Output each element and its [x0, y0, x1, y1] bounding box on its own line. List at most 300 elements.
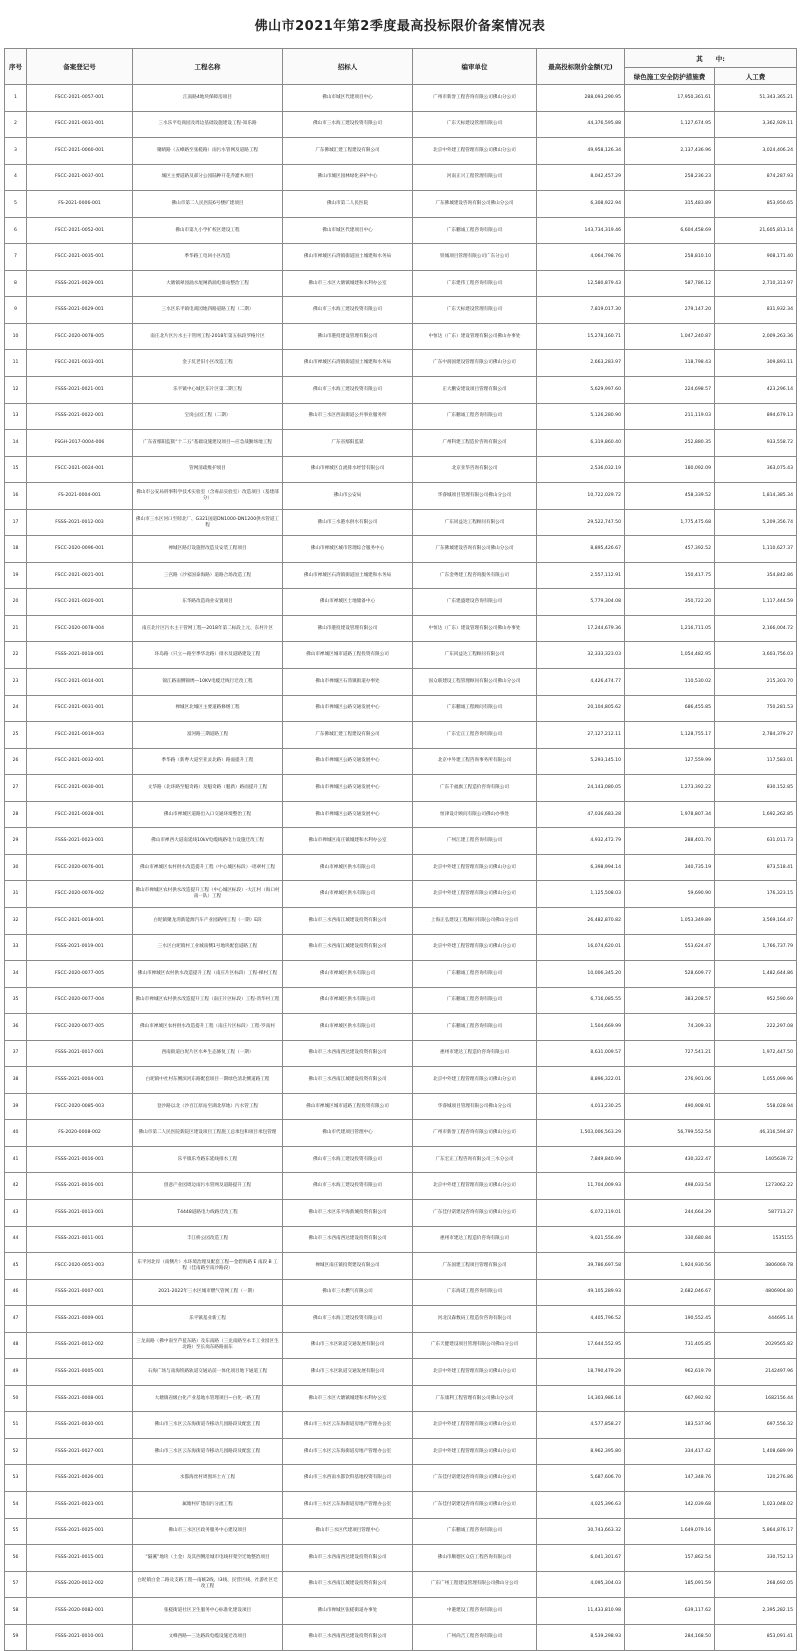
- cell-review-unit: 佛山市顺德区众信工程咨询有限公司: [413, 1545, 537, 1572]
- cell-labor-fee: 3,603,756.03: [715, 642, 797, 669]
- cell-project-name: 白坭镇白金二路及支路工程—南峡2线、I3线、民营区线、社游社区迁改工程: [133, 1571, 283, 1598]
- cell-index: 59: [5, 1624, 27, 1651]
- cell-registration-no: FSSS-2021-0023-001: [27, 1491, 133, 1518]
- cell-index: 58: [5, 1598, 27, 1625]
- cell-labor-fee: 1,055,099.96: [715, 1067, 797, 1094]
- cell-max-price: 16,074,620.01: [537, 934, 625, 961]
- cell-tenderer: 佛山市三水海工建设投资有限公司: [283, 1306, 413, 1333]
- cell-labor-fee: 1,814,385.34: [715, 483, 797, 510]
- cell-max-price: 14,303,986.14: [537, 1385, 625, 1412]
- cell-labor-fee: 330,752.13: [715, 1545, 797, 1572]
- cell-registration-no: FSCC-2021-0028-001: [27, 801, 133, 828]
- cell-review-unit: 北京中外建工程管理有限公司佛山分公司: [413, 1359, 537, 1386]
- cell-max-price: 20,104,805.62: [537, 695, 625, 722]
- cell-tenderer: 佛山市禅城区公路交通发展中心: [283, 695, 413, 722]
- cell-max-price: 7,849,840.99: [537, 1146, 625, 1173]
- table-row: [5, 1412, 797, 1439]
- cell-tenderer: 佛山市禅城区石湾镇街道办事处: [283, 669, 413, 696]
- cell-max-price: 288,093,290.95: [537, 85, 625, 112]
- cell-index: 43: [5, 1199, 27, 1226]
- cell-tenderer: 佛山市公安局: [283, 483, 413, 510]
- cell-max-price: 12,580,879.43: [537, 270, 625, 297]
- cell-max-price: 27,127,212.11: [537, 722, 625, 749]
- table-row: [5, 1545, 797, 1572]
- cell-tenderer: 佛山市禅城区土地储备中心: [283, 589, 413, 616]
- table-row: [5, 801, 797, 828]
- table-row: [5, 642, 797, 669]
- header-tenderer: 招标人: [283, 49, 413, 85]
- cell-labor-fee: 1,117,444.59: [715, 589, 797, 616]
- cell-registration-no: FSCC-2020-0077-005: [27, 1014, 133, 1041]
- cell-project-name: 三龙南路（佛中南至芦苞东路）及东南路（三龙南路至永丰工业园区生北路）至长岗东路路面东: [133, 1332, 283, 1359]
- cell-index: 20: [5, 589, 27, 616]
- cell-index: 55: [5, 1518, 27, 1545]
- cell-tenderer: 佛山市港投建设管理有限公司: [283, 323, 413, 350]
- cell-index: 57: [5, 1571, 27, 1598]
- cell-safety-fee: 430,322.47: [625, 1146, 715, 1173]
- table-row: [5, 695, 797, 722]
- table-row: [5, 217, 797, 244]
- cell-labor-fee: 423,296.14: [715, 377, 797, 404]
- cell-registration-no: FSCC-2021-0031-001: [27, 695, 133, 722]
- cell-project-name: 创意产业园周边雨污水管网及道路提升工程: [133, 1173, 283, 1200]
- cell-review-unit: 北京中外建工程管理有限公司佛山分公司: [413, 1173, 537, 1200]
- cell-max-price: 11,704,009.93: [537, 1173, 625, 1200]
- cell-project-name: 东华路改造商业安置项目: [133, 589, 283, 616]
- cell-labor-fee: 1,482,644.86: [715, 961, 797, 988]
- cell-index: 26: [5, 748, 27, 775]
- cell-max-price: 29,522,747.50: [537, 509, 625, 536]
- cell-project-name: 属塘村扩建雨污分流工程: [133, 1491, 283, 1518]
- table-row: [5, 164, 797, 191]
- cell-index: 34: [5, 961, 27, 988]
- cell-project-name: “隔溪”地块（土金）及其西侧沿城市电线杆架空迁地整治项目: [133, 1545, 283, 1572]
- cell-max-price: 10,722,029.72: [537, 483, 625, 510]
- cell-index: 7: [5, 244, 27, 271]
- cell-tenderer: 广东佛城汇建工程建设有限公司: [283, 138, 413, 165]
- cell-review-unit: 广东海诺工程咨询有限公司: [413, 1279, 537, 1306]
- cell-safety-fee: 127,559.99: [625, 748, 715, 775]
- cell-index: 4: [5, 164, 27, 191]
- cell-labor-fee: 3,362,929.11: [715, 111, 797, 138]
- cell-tenderer: 佛山市三水海工建设投资有限公司: [283, 1146, 413, 1173]
- table-row: [5, 961, 797, 988]
- cell-index: 15: [5, 456, 27, 483]
- cell-labor-fee: 51,343,365.21: [715, 85, 797, 112]
- cell-tenderer: 佛山市禅城区城市道路工程投资有限公司: [283, 1093, 413, 1120]
- cell-review-unit: 华睿城项目管理有限公司佛山分公司: [413, 483, 537, 510]
- cell-max-price: 1,504,669.99: [537, 1014, 625, 1041]
- cell-project-name: 佛山市禅西大道南延线10kV电缆线路电力设施迁改工程: [133, 828, 283, 855]
- cell-index: 10: [5, 323, 27, 350]
- cell-registration-no: FSCC-2020-0077-004: [27, 987, 133, 1014]
- cell-tenderer: 佛山市三水西南西达建设投资有限公司: [283, 1624, 413, 1651]
- header-max-price: 最高投标限价金额(元): [537, 49, 625, 85]
- cell-project-name: 石海广场与南海铁路轨道交通站前一体化项目地下通道工程: [133, 1359, 283, 1386]
- cell-labor-fee: 873,518.41: [715, 854, 797, 881]
- cell-project-name: 佛山市禅城区农村供水改造提升工程（南庄片区标段）工程-湾华村工程: [133, 987, 283, 1014]
- cell-project-name: 城区主要道路及部分公园陆种开花乔灌木项目: [133, 164, 283, 191]
- cell-max-price: 6,041,301.67: [537, 1545, 625, 1572]
- cell-registration-no: FSCC-2021-0060-001: [27, 138, 133, 165]
- cell-tenderer: 佛山市禅城区供水有限公司: [283, 881, 413, 908]
- cell-review-unit: 广州尚吉工程咨询有限公司: [413, 1624, 537, 1651]
- cell-safety-fee: 1,924,930.56: [625, 1253, 715, 1280]
- cell-labor-fee: 894,679.13: [715, 403, 797, 430]
- table-row: [5, 1173, 797, 1200]
- cell-labor-fee: 1,692,262.85: [715, 801, 797, 828]
- cell-max-price: 6,308,922.94: [537, 191, 625, 218]
- cell-project-name: 锦江路南侧锦绣—10KV电缆迁线行迁改工程: [133, 669, 283, 696]
- cell-registration-no: FSSS-2021-0015-001: [27, 1545, 133, 1572]
- cell-registration-no: FSSS-2021-0030-001: [27, 1412, 133, 1439]
- cell-index: 30: [5, 854, 27, 881]
- cell-tenderer: 禅城区南庄镇投资建设有限公司: [283, 1253, 413, 1280]
- cell-index: 6: [5, 217, 27, 244]
- cell-registration-no: FSGH-2017-0004-006: [27, 430, 133, 457]
- cell-safety-fee: 1,775,475.68: [625, 509, 715, 536]
- cell-index: 32: [5, 907, 27, 934]
- cell-registration-no: FSSS-2021-0018-001: [27, 642, 133, 669]
- cell-project-name: 佛山市禅城区农村供水改造提升工程（中心城区标段）-瑶翠村工程: [133, 854, 283, 881]
- cell-project-name: 富河路三期道路工程: [133, 722, 283, 749]
- cell-max-price: 8,042,457.29: [537, 164, 625, 191]
- cell-max-price: 8,896,322.01: [537, 1067, 625, 1094]
- cell-project-name: 广东省鄢阳监狱“十二五”基础设施建设项目—应急战勤场地工程: [133, 430, 283, 457]
- cell-project-name: 金子坑老旧小区改造工程: [133, 350, 283, 377]
- cell-review-unit: 北京中外建工程管理有限公司佛山分公司: [413, 1438, 537, 1465]
- cell-index: 49: [5, 1359, 27, 1386]
- cell-labor-fee: 4806904.80: [715, 1279, 797, 1306]
- cell-safety-fee: 276,901.06: [625, 1067, 715, 1094]
- cell-labor-fee: 587713.27: [715, 1199, 797, 1226]
- table-row: [5, 987, 797, 1014]
- cell-tenderer: 广东佛城汇建工程建设有限公司: [283, 722, 413, 749]
- cell-index: 46: [5, 1279, 27, 1306]
- cell-index: 18: [5, 536, 27, 563]
- cell-project-name: 张槎街道社区卫生服务中心标准化建设项目: [133, 1598, 283, 1625]
- cell-max-price: 6,319,860.40: [537, 430, 625, 457]
- header-review-unit: 编审单位: [413, 49, 537, 85]
- cell-review-unit: 中恒达（广东）建设管理有限公司佛山办事处: [413, 323, 537, 350]
- cell-tenderer: 广东省鄢阳监狱: [283, 430, 413, 457]
- cell-safety-fee: 553,624.47: [625, 934, 715, 961]
- cell-max-price: 18,790,479.29: [537, 1359, 625, 1386]
- cell-tenderer: 佛山市禅城区石湾镇街道国土城建和水务局: [283, 350, 413, 377]
- cell-tenderer: 佛山市三水西南西达建设投资有限公司: [283, 1226, 413, 1253]
- cell-max-price: 4,095,304.03: [537, 1571, 625, 1598]
- cell-safety-fee: 150,417.75: [625, 562, 715, 589]
- cell-tenderer: 佛山市三水燃气有限公司: [283, 1279, 413, 1306]
- cell-max-price: 7,819,017.30: [537, 297, 625, 324]
- table-row: [5, 1014, 797, 1041]
- cell-review-unit: 北京亚华咨询有限公司: [413, 456, 537, 483]
- cell-max-price: 4,405,796.52: [537, 1306, 625, 1333]
- cell-registration-no: FSSS-2021-0012-002: [27, 1332, 133, 1359]
- cell-safety-fee: 1,128,755.17: [625, 722, 715, 749]
- cell-index: 24: [5, 695, 27, 722]
- cell-tenderer: 佛山市三水港水供水有限公司: [283, 509, 413, 536]
- cell-registration-no: FSSS-2020-0082-001: [27, 1598, 133, 1625]
- cell-index: 3: [5, 138, 27, 165]
- cell-safety-fee: 1,978,807.34: [625, 801, 715, 828]
- table-row: [5, 430, 797, 457]
- cell-project-name: 大塘镇翠园涌水尾闸新涌电排站整治工程: [133, 270, 283, 297]
- cell-safety-fee: 383,208.57: [625, 987, 715, 1014]
- cell-tenderer: 佛山市三水区西南街道公共事业服务所: [283, 403, 413, 430]
- cell-safety-fee: 258,236.23: [625, 164, 715, 191]
- cell-registration-no: FSSS-2021-0004-001: [27, 1067, 133, 1094]
- cell-review-unit: 广东佳付诺建设咨询有限公司佛山分公司: [413, 1465, 537, 1492]
- cell-project-name: 佛山市公安局刑事科学技术实验室（含毒品实验室）改造项目（基建部分）: [133, 483, 283, 510]
- cell-tenderer: 佛山市禅城区公路交通发展中心: [283, 748, 413, 775]
- table-row: [5, 138, 797, 165]
- cell-registration-no: FSCC-2021-0031-001: [27, 111, 133, 138]
- cell-tenderer: 佛山市三水海工建设投资有限公司: [283, 377, 413, 404]
- cell-labor-fee: 750,281.53: [715, 695, 797, 722]
- cell-tenderer: 佛山市禅城区城市管理综合服务中心: [283, 536, 413, 563]
- cell-max-price: 32,333,323.03: [537, 642, 625, 669]
- cell-max-price: 5,293,145.10: [537, 748, 625, 775]
- table-row: [5, 1093, 797, 1120]
- cell-index: 5: [5, 191, 27, 218]
- cell-index: 2: [5, 111, 27, 138]
- cell-index: 11: [5, 350, 27, 377]
- cell-registration-no: FSSS-2021-0011-001: [27, 1226, 133, 1253]
- cell-registration-no: FSSS-2021-0021-001: [27, 377, 133, 404]
- cell-max-price: 6,072,119.01: [537, 1199, 625, 1226]
- cell-safety-fee: 330,680.84: [625, 1226, 715, 1253]
- table-row: [5, 1253, 797, 1280]
- cell-registration-no: FSSS-2021-0016-001: [27, 1146, 133, 1173]
- cell-tenderer: 佛山市禅城区南庄镇城建和水利办公室: [283, 828, 413, 855]
- cell-registration-no: FSSS-2021-0019-001: [27, 934, 133, 961]
- cell-labor-fee: 309,893.11: [715, 350, 797, 377]
- cell-registration-no: FSSS-2021-0026-001: [27, 1465, 133, 1492]
- cell-project-name: 三宫路（沙家国泰海路）道路合场改造工程: [133, 562, 283, 589]
- cell-safety-fee: 244,664.29: [625, 1199, 715, 1226]
- cell-project-name: 禅城区路灯设施智改造及安装工程项目: [133, 536, 283, 563]
- cell-tenderer: 佛山市三水西南江城建设投资有限公司: [283, 907, 413, 934]
- cell-project-name: 佛山市三水区区政务服务中心建设项目: [133, 1518, 283, 1545]
- cell-labor-fee: 444695.14: [715, 1306, 797, 1333]
- cell-project-name: 佛山市第二人民医院6号楼扩建项目: [133, 191, 283, 218]
- cell-tenderer: 佛山市禅城区石湾镇街道国土城建和水务局: [283, 562, 413, 589]
- cell-labor-fee: 354,842.86: [715, 562, 797, 589]
- cell-registration-no: FS-2021-0004-001: [27, 483, 133, 510]
- cell-tenderer: 佛山市三水西南江城建设投资有限公司: [283, 934, 413, 961]
- cell-safety-fee: 118,798.43: [625, 350, 715, 377]
- table-row: [5, 1279, 797, 1306]
- cell-safety-fee: 334,417.42: [625, 1438, 715, 1465]
- cell-max-price: 4,932,472.79: [537, 828, 625, 855]
- cell-safety-fee: 350,722.20: [625, 589, 715, 616]
- cell-review-unit: 中恒达（广东）建设管理有限公司佛山办事处: [413, 615, 537, 642]
- cell-safety-fee: 1,053,349.89: [625, 907, 715, 934]
- cell-safety-fee: 74,309.33: [625, 1014, 715, 1041]
- cell-tenderer: 佛山市港投建设管理有限公司: [283, 615, 413, 642]
- cell-project-name: 管网清疏维护项目: [133, 456, 283, 483]
- table-row: [5, 1226, 797, 1253]
- cell-review-unit: 广东佛城建设咨询有限公司佛山分公司: [413, 191, 537, 218]
- cell-max-price: 6,398,994.14: [537, 854, 625, 881]
- cell-review-unit: 正大鹏安建设项目管理有限公司: [413, 377, 537, 404]
- cell-tenderer: 佛山市禅城区供水有限公司: [283, 961, 413, 988]
- table-row: [5, 456, 797, 483]
- cell-project-name: 佛山市第二人民医院新院区建设项目工程施工总承包和项目承包管理: [133, 1120, 283, 1147]
- cell-labor-fee: 268,692.05: [715, 1571, 797, 1598]
- cell-registration-no: FSCC-2021-0037-001: [27, 164, 133, 191]
- cell-labor-fee: 46,316,594.87: [715, 1120, 797, 1147]
- table-row: [5, 589, 797, 616]
- cell-labor-fee: 697,556.32: [715, 1412, 797, 1439]
- cell-safety-fee: 639,117.62: [625, 1598, 715, 1625]
- cell-registration-no: FSSS-2020-0012-002: [27, 1571, 133, 1598]
- header-labor-fee: 人工费: [715, 68, 797, 85]
- cell-review-unit: 广东建伟工程咨询有限公司: [413, 270, 537, 297]
- cell-project-name: 佛山市禅城区农村供水改造提升工程（南庄片区标段）工程-梯村工程: [133, 961, 283, 988]
- cell-index: 33: [5, 934, 27, 961]
- cell-labor-fee: 933,558.72: [715, 430, 797, 457]
- table-row: [5, 244, 797, 271]
- cell-registration-no: FSCC-2021-0014-001: [27, 669, 133, 696]
- cell-labor-fee: 1,408,689.99: [715, 1438, 797, 1465]
- cell-registration-no: FSCC-2021-0033-001: [27, 350, 133, 377]
- cell-safety-fee: 183,537.96: [625, 1412, 715, 1439]
- cell-review-unit: 上海正弘建设工程顾问有限公司佛山分公司: [413, 907, 537, 934]
- cell-max-price: 4,426,474.77: [537, 669, 625, 696]
- cell-labor-fee: 1,972,447.50: [715, 1040, 797, 1067]
- cell-registration-no: FSCC-2021-0024-001: [27, 456, 133, 483]
- cell-labor-fee: 831,932.34: [715, 297, 797, 324]
- cell-index: 41: [5, 1146, 27, 1173]
- cell-max-price: 44,376,595.88: [537, 111, 625, 138]
- cell-tenderer: 佛山市城区代建项目中心: [283, 217, 413, 244]
- cell-safety-fee: 284,168.50: [625, 1624, 715, 1651]
- cell-registration-no: FSCC-2021-0032-001: [27, 748, 133, 775]
- cell-max-price: 26,482,870.82: [537, 907, 625, 934]
- cell-project-name: 三水乐平电商园及周边基础设施建设工程-知乐路: [133, 111, 283, 138]
- cell-safety-fee: 667,992.92: [625, 1385, 715, 1412]
- cell-review-unit: 惠州市建达工程造价咨询有限公司: [413, 1040, 537, 1067]
- cell-review-unit: 广东国建工程项目管理有限公司: [413, 1253, 537, 1280]
- cell-labor-fee: 2,009,263.36: [715, 323, 797, 350]
- cell-review-unit: 北京中外建工程咨询事务所有限公司: [413, 748, 537, 775]
- table-row: [5, 377, 797, 404]
- table-row: [5, 1359, 797, 1386]
- cell-max-price: 47,036,683.28: [537, 801, 625, 828]
- cell-safety-fee: 1,047,240.87: [625, 323, 715, 350]
- table-row: [5, 1438, 797, 1465]
- cell-project-name: 佛山市禅城区农村供水改造提升工程（南庄片区标段）工程-罗南村: [133, 1014, 283, 1041]
- cell-review-unit: 广东鹏诚工程咨询有限公司: [413, 1014, 537, 1041]
- cell-safety-fee: 288,401.70: [625, 828, 715, 855]
- cell-tenderer: 佛山市禅城区供水有限公司: [283, 1014, 413, 1041]
- cell-registration-no: FSCC-2020-0096-001: [27, 536, 133, 563]
- cell-max-price: 1,503,006,563.29: [537, 1120, 625, 1147]
- cell-review-unit: 广东金粤建工程咨询服务有限公司: [413, 562, 537, 589]
- cell-safety-fee: 490,908.91: [625, 1093, 715, 1120]
- cell-labor-fee: 2,710,313.97: [715, 270, 797, 297]
- cell-labor-fee: 1,023,048.02: [715, 1491, 797, 1518]
- cell-index: 51: [5, 1412, 27, 1439]
- cell-index: 47: [5, 1306, 27, 1333]
- cell-index: 56: [5, 1545, 27, 1572]
- cell-tenderer: 佛山市三水区轨道交通发展有限公司: [283, 1332, 413, 1359]
- cell-review-unit: 河北汉森数码工程造价咨询有限公司: [413, 1306, 537, 1333]
- table-row: [5, 1040, 797, 1067]
- cell-index: 44: [5, 1226, 27, 1253]
- table-row: [5, 881, 797, 908]
- cell-project-name: 佛山市第九小学扩校区建设工程: [133, 217, 283, 244]
- cell-review-unit: 广东鹏诚工程咨询有限公司: [413, 217, 537, 244]
- cell-project-name: 白坭镇中社村东侧滨河东路配套项目一期绿色清北侧道路工程: [133, 1067, 283, 1094]
- cell-registration-no: FSCC-2020-0078-005: [27, 323, 133, 350]
- cell-labor-fee: 908,171.40: [715, 244, 797, 271]
- cell-labor-fee: 2,166,004.72: [715, 615, 797, 642]
- cell-max-price: 5,779,304.08: [537, 589, 625, 616]
- cell-project-name: 佛山市三水区河口至睦北厂、G321国道DN1000-DN1200供水管道工程: [133, 509, 283, 536]
- cell-labor-fee: 853,950.65: [715, 191, 797, 218]
- cell-tenderer: 佛山市禅城区公路交通发展中心: [283, 801, 413, 828]
- cell-safety-fee: 147,348.76: [625, 1465, 715, 1492]
- table-body: [5, 85, 797, 1651]
- cell-index: 19: [5, 562, 27, 589]
- cell-labor-fee: 3,569,164.47: [715, 907, 797, 934]
- cell-registration-no: FSSS-2021-0008-001: [27, 1385, 133, 1412]
- cell-safety-fee: 56,799,552.54: [625, 1120, 715, 1147]
- cell-tenderer: 佛山市三水区大塘镇城建和水利办公室: [283, 270, 413, 297]
- cell-max-price: 4,025,396.63: [537, 1491, 625, 1518]
- cell-registration-no: FSSS-2021-0012-003: [27, 509, 133, 536]
- cell-review-unit: 广东鹏诚工程顾问有限公司: [413, 695, 537, 722]
- table-row: [5, 1120, 797, 1147]
- cell-registration-no: FSSS-2021-0016-001: [27, 1173, 133, 1200]
- cell-safety-fee: 279,147.20: [625, 297, 715, 324]
- cell-review-unit: 广东鹏诚工程咨询有限公司: [413, 987, 537, 1014]
- cell-safety-fee: 1,216,711.05: [625, 615, 715, 642]
- cell-max-price: 2,536,032.19: [537, 456, 625, 483]
- cell-safety-fee: 1,054,482.95: [625, 642, 715, 669]
- cell-max-price: 17,644,552.95: [537, 1332, 625, 1359]
- cell-labor-fee: 2029565.82: [715, 1332, 797, 1359]
- cell-registration-no: FSCC-2021-0052-001: [27, 217, 133, 244]
- cell-project-name: 西南街道白坭片区水乡生态修复工程（一期）: [133, 1040, 283, 1067]
- cell-max-price: 49,958,126.34: [537, 138, 625, 165]
- cell-tenderer: 佛山市三水海工建设投资有限公司: [283, 111, 413, 138]
- cell-review-unit: 广东建盛建设咨询有限公司: [413, 589, 537, 616]
- cell-registration-no: FSSS-2021-0007-001: [27, 1279, 133, 1306]
- cell-labor-fee: 1,766,737.79: [715, 934, 797, 961]
- cell-review-unit: 广东天标建设管理有限公司: [413, 111, 537, 138]
- cell-tenderer: 佛山市禅城区石湾镇街道国土城建和水务局: [283, 244, 413, 271]
- table-row: [5, 191, 797, 218]
- header-safety-fee: 绿色施工安全防护措施费: [625, 68, 715, 85]
- cell-safety-fee: 727,541.21: [625, 1040, 715, 1067]
- cell-safety-fee: 252,880.35: [625, 430, 715, 457]
- cell-safety-fee: 315,483.89: [625, 191, 715, 218]
- cell-safety-fee: 258,810.10: [625, 244, 715, 271]
- table-row: [5, 1332, 797, 1359]
- table-row: [5, 270, 797, 297]
- cell-safety-fee: 962,619.79: [625, 1359, 715, 1386]
- cell-labor-fee: 952,590.69: [715, 987, 797, 1014]
- cell-project-name: 佛山市禅城区农村供水改造提升工程（中心城区标段）-大江村（海口村南一队）工程: [133, 881, 283, 908]
- cell-max-price: 143,734,319.46: [537, 217, 625, 244]
- cell-index: 42: [5, 1173, 27, 1200]
- cell-tenderer: 佛山市禅城区张槎街道办事处: [283, 1598, 413, 1625]
- cell-tenderer: 佛山市三水区云东海街道房地产管理办公室: [283, 1438, 413, 1465]
